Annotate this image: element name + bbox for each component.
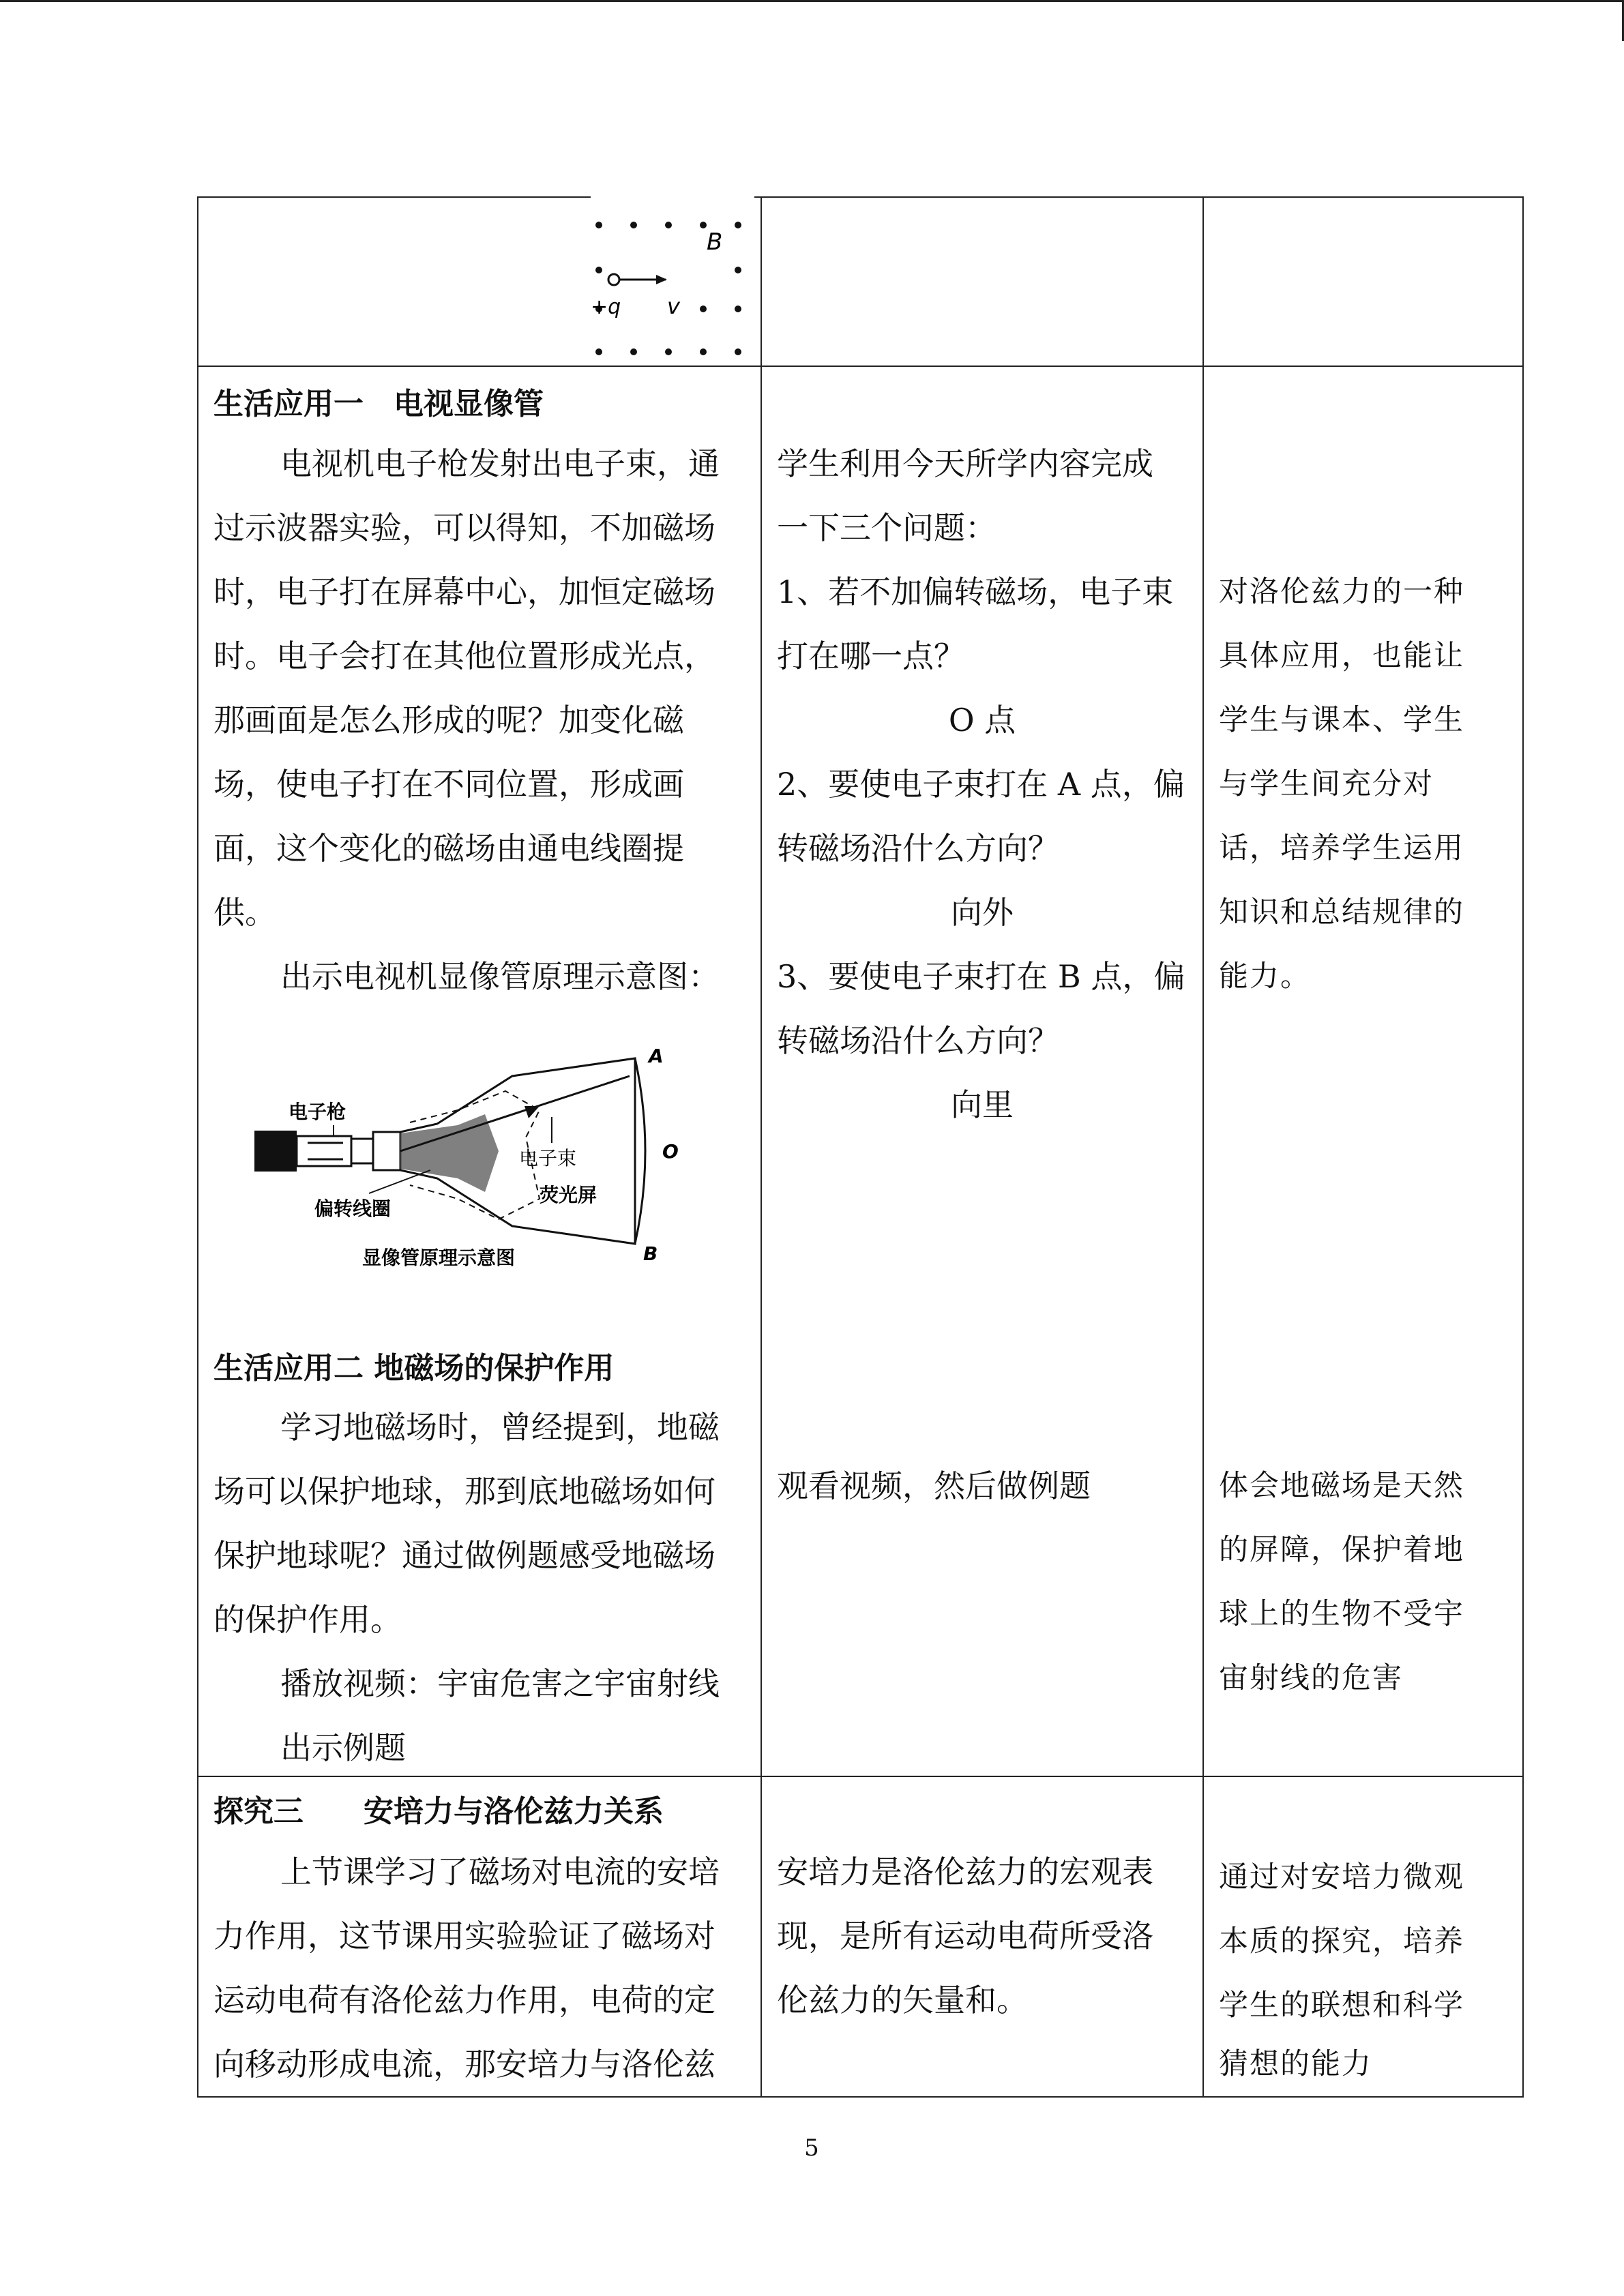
design-intent-line: 学生的联想和科学: [1219, 1988, 1464, 2023]
label-deflection-coil: 偏转线圈: [314, 1197, 392, 1220]
label-point-o: O: [662, 1140, 679, 1163]
paragraph-line: 播放视频：宇宙危害之宇宙射线: [280, 1665, 720, 1702]
paragraph-line: 运动电荷有洛伦兹力作用，电荷的定: [213, 1982, 715, 2018]
diagram-caption: 显像管原理示意图: [362, 1247, 516, 1269]
design-intent-line: 通过对安培力微观: [1219, 1860, 1464, 1894]
label-screen: 荧光屏: [540, 1184, 597, 1206]
charge-label: +q: [591, 295, 621, 319]
section-heading-geomagnetic: 生活应用二 地磁场的保护作用: [213, 1351, 615, 1386]
student-answer-line: 伦兹力的矢量和。: [777, 1982, 1028, 2018]
magnetic-field-figure: [591, 196, 754, 367]
velocity-label: v: [667, 293, 680, 319]
coil-shading: [400, 1114, 499, 1192]
paragraph-line: 场，使电子打在不同位置，形成画: [213, 766, 684, 803]
velocity-arrow-head: [656, 275, 667, 284]
page-number: 5: [804, 2134, 819, 2162]
gun-body: [297, 1136, 351, 1166]
design-intent-line: 体会地磁场是天然: [1219, 1469, 1464, 1503]
row3-col2-cell: [761, 1776, 1204, 2098]
answer-3: 向里: [951, 1086, 1014, 1123]
paragraph-line: 时。电子会打在其他位置形成光点，: [213, 638, 715, 674]
question-1: 1、若不加偏转磁场，电子束: [777, 573, 1174, 610]
student-answer-line: 现，是所有运动电荷所受洛: [777, 1918, 1153, 1954]
question-1-cont: 打在哪一点？: [777, 638, 965, 674]
paragraph-line: 出示例题: [280, 1729, 406, 1766]
row3-col1-cell: [197, 1776, 762, 2098]
design-intent-line: 与学生间充分对: [1219, 767, 1434, 801]
label-electron-gun: 电子枪: [289, 1101, 346, 1123]
paragraph-line: 保护地球呢？通过做例题感受地磁场: [213, 1537, 715, 1574]
student-task-line: 学生利用今天所学内容完成: [777, 445, 1153, 482]
paragraph-line: 向移动形成电流，那安培力与洛伦兹: [213, 2046, 715, 2083]
row3-col3-cell: [1202, 1776, 1524, 2098]
row2-col1-cell: [197, 366, 762, 1777]
field-label: B: [707, 228, 723, 256]
label-point-a: A: [649, 1049, 664, 1067]
paragraph-line: 那画面是怎么形成的呢？加变化磁: [213, 702, 684, 739]
row1-col3-cell: [1202, 196, 1524, 367]
paragraph-line: 学习地磁场时，曾经提到，地磁: [280, 1409, 720, 1446]
student-activity-video: 观看视频，然后做例题: [777, 1467, 1091, 1504]
student-task-line: 一下三个问题：: [777, 509, 996, 546]
section-heading-inquiry-3: 探究三 安培力与洛伦兹力关系: [213, 1794, 664, 1829]
paragraph-line: 电视机电子枪发射出电子束，通: [280, 445, 720, 482]
design-intent-line: 猜想的能力: [1219, 2047, 1372, 2081]
paragraph-line: 过示波器实验，可以得知，不加磁场: [213, 509, 715, 546]
row1-col2-cell: [761, 196, 1204, 367]
gun-base: [254, 1131, 297, 1172]
design-intent-line: 宙射线的危害: [1219, 1661, 1403, 1695]
question-3-cont: 转磁场沿什么方向？: [777, 1022, 1059, 1059]
question-2: 2、要使电子束打在 A 点，偏: [777, 766, 1185, 803]
question-3: 3、要使电子束打在 B 点，偏: [777, 958, 1185, 995]
design-intent-line: 学生与课本、学生: [1219, 703, 1464, 737]
design-intent-line: 对洛伦兹力的一种: [1219, 575, 1464, 609]
design-intent-line: 话，培养学生运用: [1219, 831, 1464, 865]
student-answer-line: 安培力是洛伦兹力的宏观表: [777, 1853, 1153, 1890]
row2-col2-cell: [761, 366, 1204, 1777]
answer-1: O 点: [948, 702, 1016, 739]
paragraph-line: 的保护作用。: [213, 1601, 402, 1638]
paragraph-line: 出示电视机显像管原理示意图：: [280, 958, 720, 995]
row2-col3-cell: [1202, 366, 1524, 1777]
crt-diagram: [253, 1049, 730, 1281]
scan-top-border: [0, 0, 1624, 2]
question-2-cont: 转磁场沿什么方向？: [777, 830, 1059, 867]
design-intent-line: 能力。: [1219, 959, 1311, 994]
paragraph-line: 力作用，这节课用实验验证了磁场对: [213, 1918, 715, 1954]
section-heading-tv-tube: 生活应用一 电视显像管: [213, 387, 544, 421]
paragraph-line: 上节课学习了磁场对电流的安培: [280, 1853, 720, 1890]
screen-curve: [635, 1058, 645, 1244]
design-intent-line: 具体应用，也能让: [1219, 639, 1464, 673]
label-electron-beam: 电子束: [519, 1147, 577, 1169]
design-intent-line: 本质的探究，培养: [1219, 1924, 1464, 1958]
electron-beam-line: [400, 1076, 630, 1151]
paragraph-line: 场可以保护地球，那到底地磁场如何: [213, 1473, 715, 1510]
paragraph-line: 供。: [213, 894, 276, 931]
design-intent-line: 球上的生物不受宇: [1219, 1597, 1464, 1631]
row1-col1-cell: [197, 196, 762, 367]
paragraph-line: 时，电子打在屏幕中心，加恒定磁场: [213, 573, 715, 610]
beam-arrowhead: [525, 1106, 540, 1118]
answer-2: 向外: [951, 894, 1014, 931]
label-point-b: B: [643, 1242, 658, 1265]
charge-circle: [608, 274, 619, 285]
design-intent-line: 的屏障，保护着地: [1219, 1533, 1464, 1567]
paragraph-line: 面，这个变化的磁场由通电线圈提: [213, 830, 684, 867]
design-intent-line: 知识和总结规律的: [1219, 895, 1464, 929]
